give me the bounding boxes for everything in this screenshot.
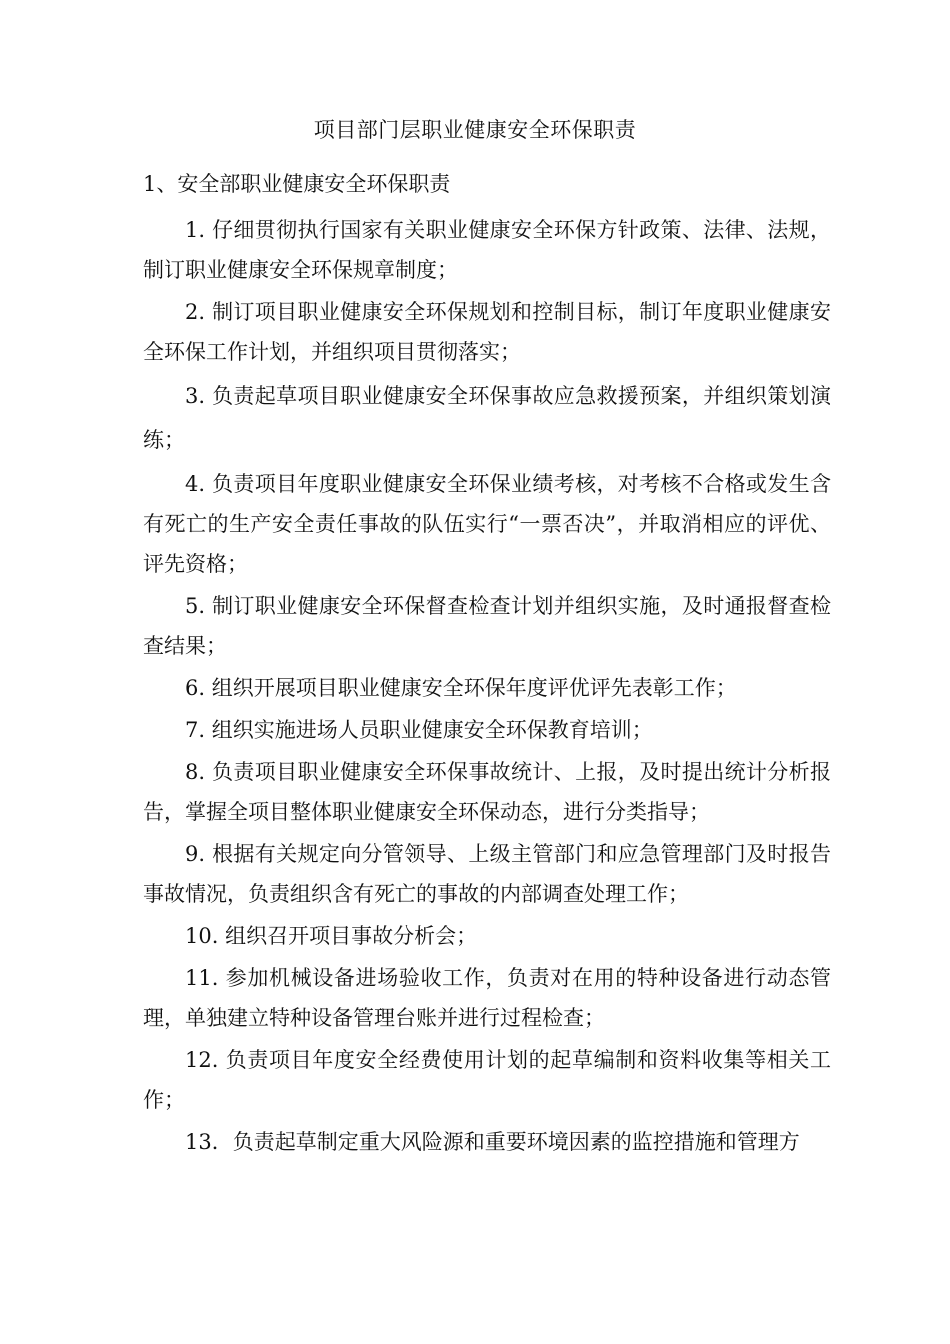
list-item: 1. 仔细贯彻执行国家有关职业健康安全环保方针政策、法律、法规，制订职业健康安全环保规章制度； bbox=[143, 218, 831, 282]
list-item: 6. 组织开展项目职业健康安全环保年度评优评先表彰工作； bbox=[185, 676, 737, 700]
document-body bbox=[143, 210, 831, 1162]
document-title: 项目部门层职业健康安全环保职责 bbox=[313, 118, 637, 142]
list-item: 4. 负责项目年度职业健康安全环保业绩考核，对考核不合格或发生含有死亡的生产安全责任事故的队伍实行“一票否决”，并取消相应的评优、评先资格； bbox=[143, 472, 831, 576]
list-item: 9. 根据有关规定向分管领导、上级主管部门和应急管理部门及时报告事故情况，负责组织含有死亡的事故的内部调查处理工作； bbox=[143, 842, 831, 906]
list-item: 11. 参加机械设备进场验收工作，负责对在用的特种设备进行动态管理，单独建立特种设备管理台账并进行过程检查； bbox=[143, 966, 831, 1030]
list-item: 7. 组织实施进场人员职业健康安全环保教育培训； bbox=[185, 718, 653, 742]
list-item: 12. 负责项目年度安全经费使用计划的起草编制和资料收集等相关工作； bbox=[143, 1048, 831, 1112]
list-item: 13．负责起草制定重大风险源和重要环境因素的监控措施和管理方 bbox=[185, 1130, 800, 1154]
list-item: 2. 制订项目职业健康安全环保规划和控制目标，制订年度职业健康安全环保工作计划，并组织项目贯彻落实； bbox=[143, 300, 831, 364]
list-item: 3. 负责起草项目职业健康安全环保事故应急救援预案，并组织策划演练； bbox=[143, 384, 831, 452]
list-item: 5. 制订职业健康安全环保督查检查计划并组织实施，及时通报督查检查结果； bbox=[143, 594, 831, 658]
section-heading: 1、安全部职业健康安全环保职责 bbox=[143, 172, 451, 196]
list-item: 8. 负责项目职业健康安全环保事故统计、上报，及时提出统计分析报告，掌握全项目整体职业健康安全环保动态，进行分类指导； bbox=[143, 760, 831, 824]
list-item: 10. 组织召开项目事故分析会； bbox=[185, 924, 478, 948]
